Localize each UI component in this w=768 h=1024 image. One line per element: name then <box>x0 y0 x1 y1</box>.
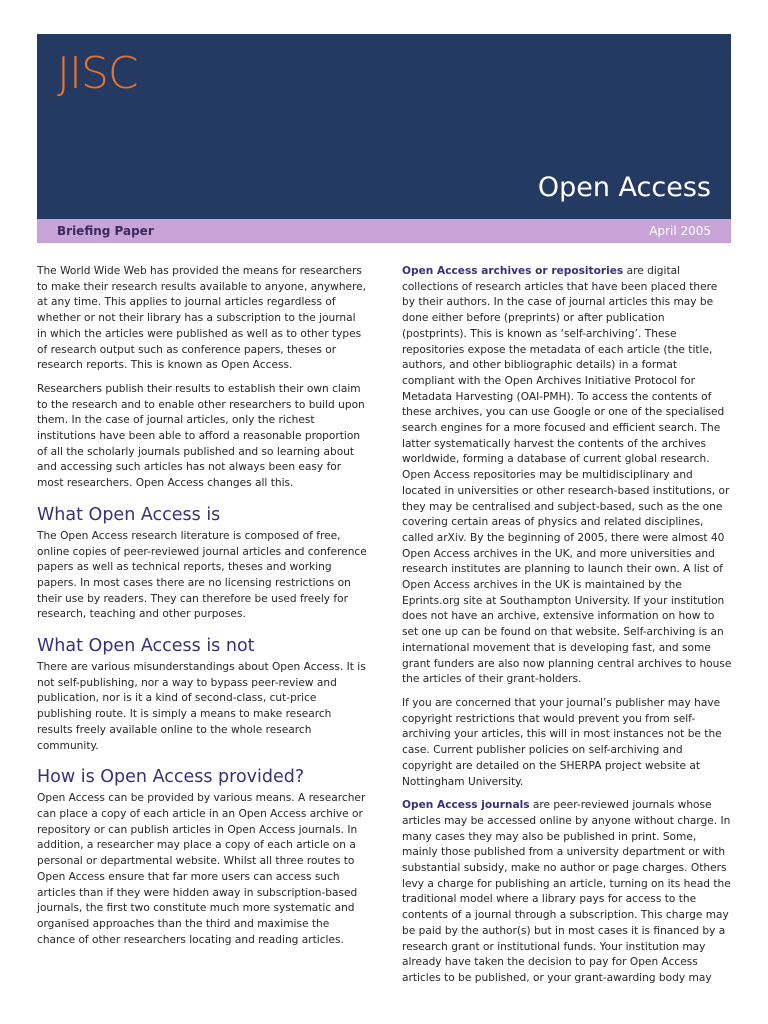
copyright-paragraph: If you are concerned that your journal’s publisher may have copyright restrictions that would prevent you from self-archiving your articles, this will in most instances not be the case. Current publisher policies on self-archiving and copyright are detailed on the SHERPA project website at Nottingham University. <box>402 696 722 788</box>
document-type: Briefing Paper <box>57 224 154 238</box>
section-heading-what-is: What Open Access is <box>37 504 221 525</box>
jisc-logo: JISC <box>57 48 138 99</box>
subtitle-band <box>37 219 731 243</box>
journals-paragraph <box>402 798 732 986</box>
repositories-paragraph <box>402 264 732 688</box>
intro-paragraph: The World Wide Web has provided the means for researchers to make their research results available to anyone, anywhere, at any time. This applies to journal articles regardless of whether or not their library has a subscription to the journal in which the articles were published as well as to other types of research output such as conference papers, theses or research reports. This is known as Open Access. <box>37 265 367 372</box>
section-heading-how-provided: How is Open Access provided? <box>37 767 305 788</box>
journals-term: Open Access journals <box>402 799 530 812</box>
section-heading-what-is-not: What Open Access is not <box>37 636 255 657</box>
repositories-text: are digital collections of research articles that have been placed there by their authors. In the case of journal articles this may be done either before (preprints) or after publication (postprints). This is known as ‘self-archiving’. These repositories expose the metadata of each article (the title, authors, and other bibliographic details) in a format compliant with the Open Archives Initiative Protocol for Metadata Harvesting (OAI-PMH). To access the contents of these archives, you can use Google or one of the specialised search engines for a more focused and efficient search. The latter systematically harvest the contents of the archives worldwide, forming a database of current global research. Open Access repositories may be multidisciplinary and located in universities or other research-based institutions, or they may be centralised and subject-based, such as the one covering certain areas of physics and related disciplines, called arXiv. By the beginning of 2005, there were almost 40 Open Access archives in the UK, and more universities and research institutes are planning to launch their own. A list of Open Access archives in the UK is maintained by the Eprints.org site at Southampton University. If your institution does not have an archive, extensive information on how to set one up can be found on that website. Self-archiving is an international movement that is developing fast, and some grant funders are also now planning central archives to house the articles of their grant-holders. <box>402 265 732 686</box>
journals-text: are peer-reviewed journals whose articles may be accessed online by anyone without charge. In many cases they may also be published in print. Some, mainly those published from a university department or with substantial subsidy, make no author or page charges. Others levy a charge for publishing an article, turning on its head the traditional model where a library pays for access to the contents of a journal through a subscription. This charge may be paid by the author(s) but in most cases it is financed by a research grant or institutional funds. Your institution may already have taken the decision to pay for Open Access articles to be published, or your grant-awarding body may <box>402 799 731 984</box>
repositories-term: Open Access archives or repositories <box>402 265 624 277</box>
publication-date: April 2005 <box>649 224 711 238</box>
page-title: Open Access <box>537 172 711 203</box>
left-column <box>37 264 367 956</box>
what-is-not-paragraph: There are various misunderstandings about Open Access. It is not self-publishing, nor a way to bypass peer-review and publication, nor is it a kind of second-class, cut-price publishing route. It is simply a means to make research results freely available online to the whole research community. <box>37 661 366 752</box>
how-provided-paragraph: Open Access can be provided by various means. A researcher can place a copy of each article in an Open Access archive or repository or can publish articles in Open Access journals. In addition, a researcher may place a copy of each article on a personal or departmental website. Whilst all three routes to Open Access ensure that far more users can access such articles than if they were hidden away in subscription-based journals, the first two constitute much more systematic and organised approaches than the third and maximise the chance of other researchers locating and reading articles. <box>37 792 366 946</box>
right-column <box>402 264 732 995</box>
what-is-paragraph: The Open Access research literature is composed of free, online copies of peer-reviewed journal articles and conference papers as well as technical reports, theses and working papers. In most cases there are no licensing restrictions on their use by readers. They can therefore be used freely for research, teaching and other purposes. <box>37 529 367 621</box>
intro-paragraph-2: Researchers publish their results to establish their own claim to the research and to enable other researchers to build upon them. In the case of journal articles, only the richest institutions have been able to afford a reasonable proportion of all the scholarly journals published and so learning about and accessing such articles has not always been easy for most researchers. Open Access changes all this. <box>37 382 365 490</box>
header-banner <box>37 34 731 219</box>
